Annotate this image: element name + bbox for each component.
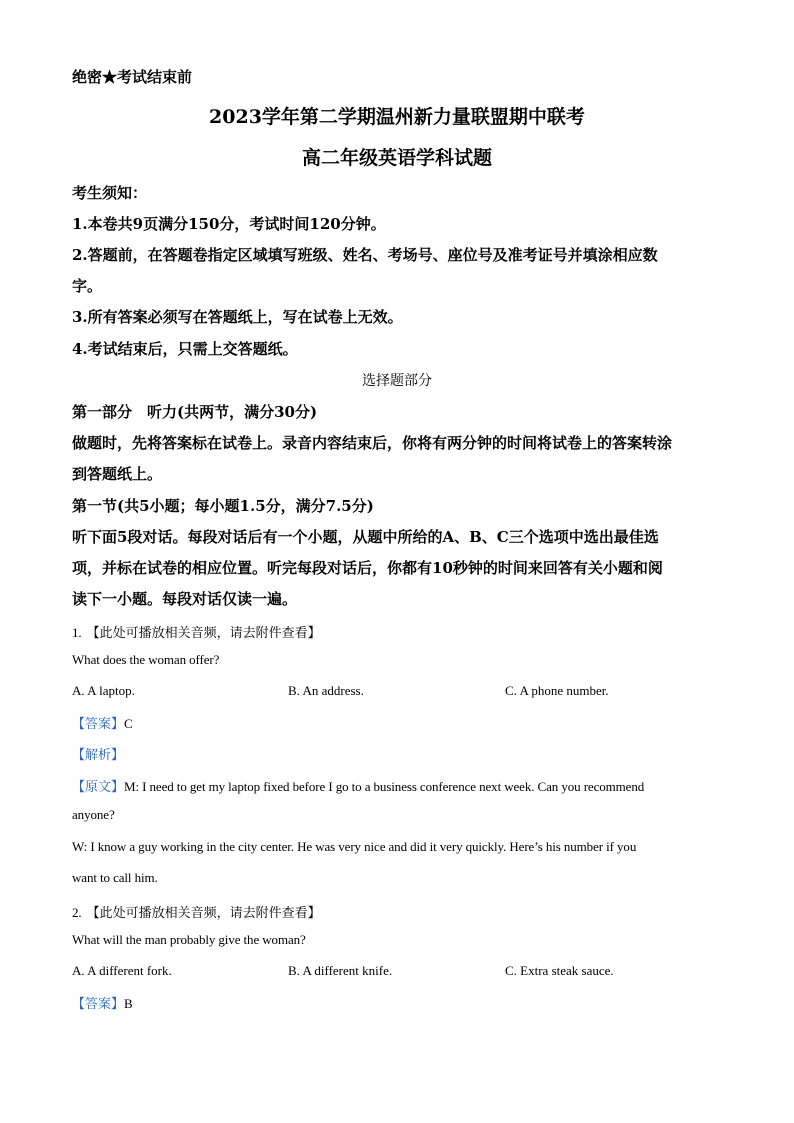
question-1-option-c: C. A phone number.: [505, 683, 609, 698]
section1-instructions: 项，并标在试卷的相应位置。听完每段对话后，你都有10秒钟的时间来回答有关小题和阅: [72, 559, 663, 577]
audio-note[interactable]: 【此处可播放相关音频，请去附件查看】: [86, 626, 321, 641]
analysis-label: 【解析】: [72, 748, 125, 763]
confidential-label: 绝密★考试结束前: [72, 68, 193, 86]
question-2-header: [72, 902, 321, 921]
notice-item: 4.考试结束后，只需上交答题纸。: [72, 340, 298, 358]
audio-note[interactable]: 【此处可播放相关音频，请去附件查看】: [86, 906, 321, 921]
transcript-line: M: I need to get my laptop fixed before I go to a business conference next week. Can you recommend: [124, 779, 645, 794]
question-1-option-b: B. An address.: [288, 683, 364, 698]
transcript-label: 【原文】: [72, 780, 125, 795]
question-1-analysis: [72, 744, 124, 763]
question-1-text: What does the woman offer?: [72, 652, 220, 667]
question-2-text: What will the man probably give the woman?: [72, 932, 306, 947]
question-number: 1.: [72, 625, 82, 640]
exam-title: 2023学年第二学期温州新力量联盟期中联考: [209, 106, 585, 128]
question-2-option-c: C. Extra steak sauce.: [505, 963, 614, 978]
answer-value: C: [124, 716, 133, 731]
notice-item: 2.答题前，在答题卷指定区域填写班级、姓名、考场号、座位号及准考证号并填涂相应数: [72, 246, 658, 264]
question-number: 2.: [72, 905, 82, 920]
section1-instructions: 听下面5段对话。每段对话后有一个小题，从题中所给的A、B、C三个选项中选出最佳选: [72, 528, 659, 546]
part1-heading: 第一部分 听力(共两节，满分30分): [72, 403, 318, 421]
question-1-transcript: [72, 776, 644, 795]
answer-value: B: [124, 996, 133, 1011]
answer-label: 【答案】: [72, 997, 125, 1012]
answer-label: 【答案】: [72, 717, 125, 732]
part1-instructions: 做题时，先将答案标在试卷上。录音内容结束后，你将有两分钟的时间将试卷上的答案转涂: [72, 434, 673, 452]
notice-item: 3.所有答案必须写在答题纸上，写在试卷上无效。: [72, 308, 403, 326]
section1-instructions: 读下一小题。每段对话仅读一遍。: [72, 590, 298, 608]
question-1-answer: [72, 713, 133, 732]
transcript-line: want to call him.: [72, 870, 158, 885]
notice-item: 1.本卷共9页满分150分，考试时间120分钟。: [72, 215, 386, 233]
question-2-option-b: B. A different knife.: [288, 963, 393, 978]
section-title: 选择题部分: [362, 373, 432, 389]
question-1-header: [72, 622, 321, 641]
exam-subtitle: 高二年级英语学科试题: [301, 147, 492, 169]
transcript-line: W: I know a guy working in the city center. He was very nice and did it very quickly. Here’s his number if you: [72, 839, 637, 854]
notice-heading: 考生须知：: [72, 184, 148, 202]
question-2-answer: [72, 993, 133, 1012]
part1-instructions: 到答题纸上。: [72, 465, 163, 483]
question-2-option-a: A. A different fork.: [72, 963, 172, 978]
notice-item: 字。: [72, 277, 103, 295]
transcript-line: anyone?: [72, 807, 115, 822]
question-1-option-a: A. A laptop.: [72, 683, 135, 698]
section1-heading: 第一节(共5小题；每小题1.5分，满分7.5分): [72, 497, 374, 515]
